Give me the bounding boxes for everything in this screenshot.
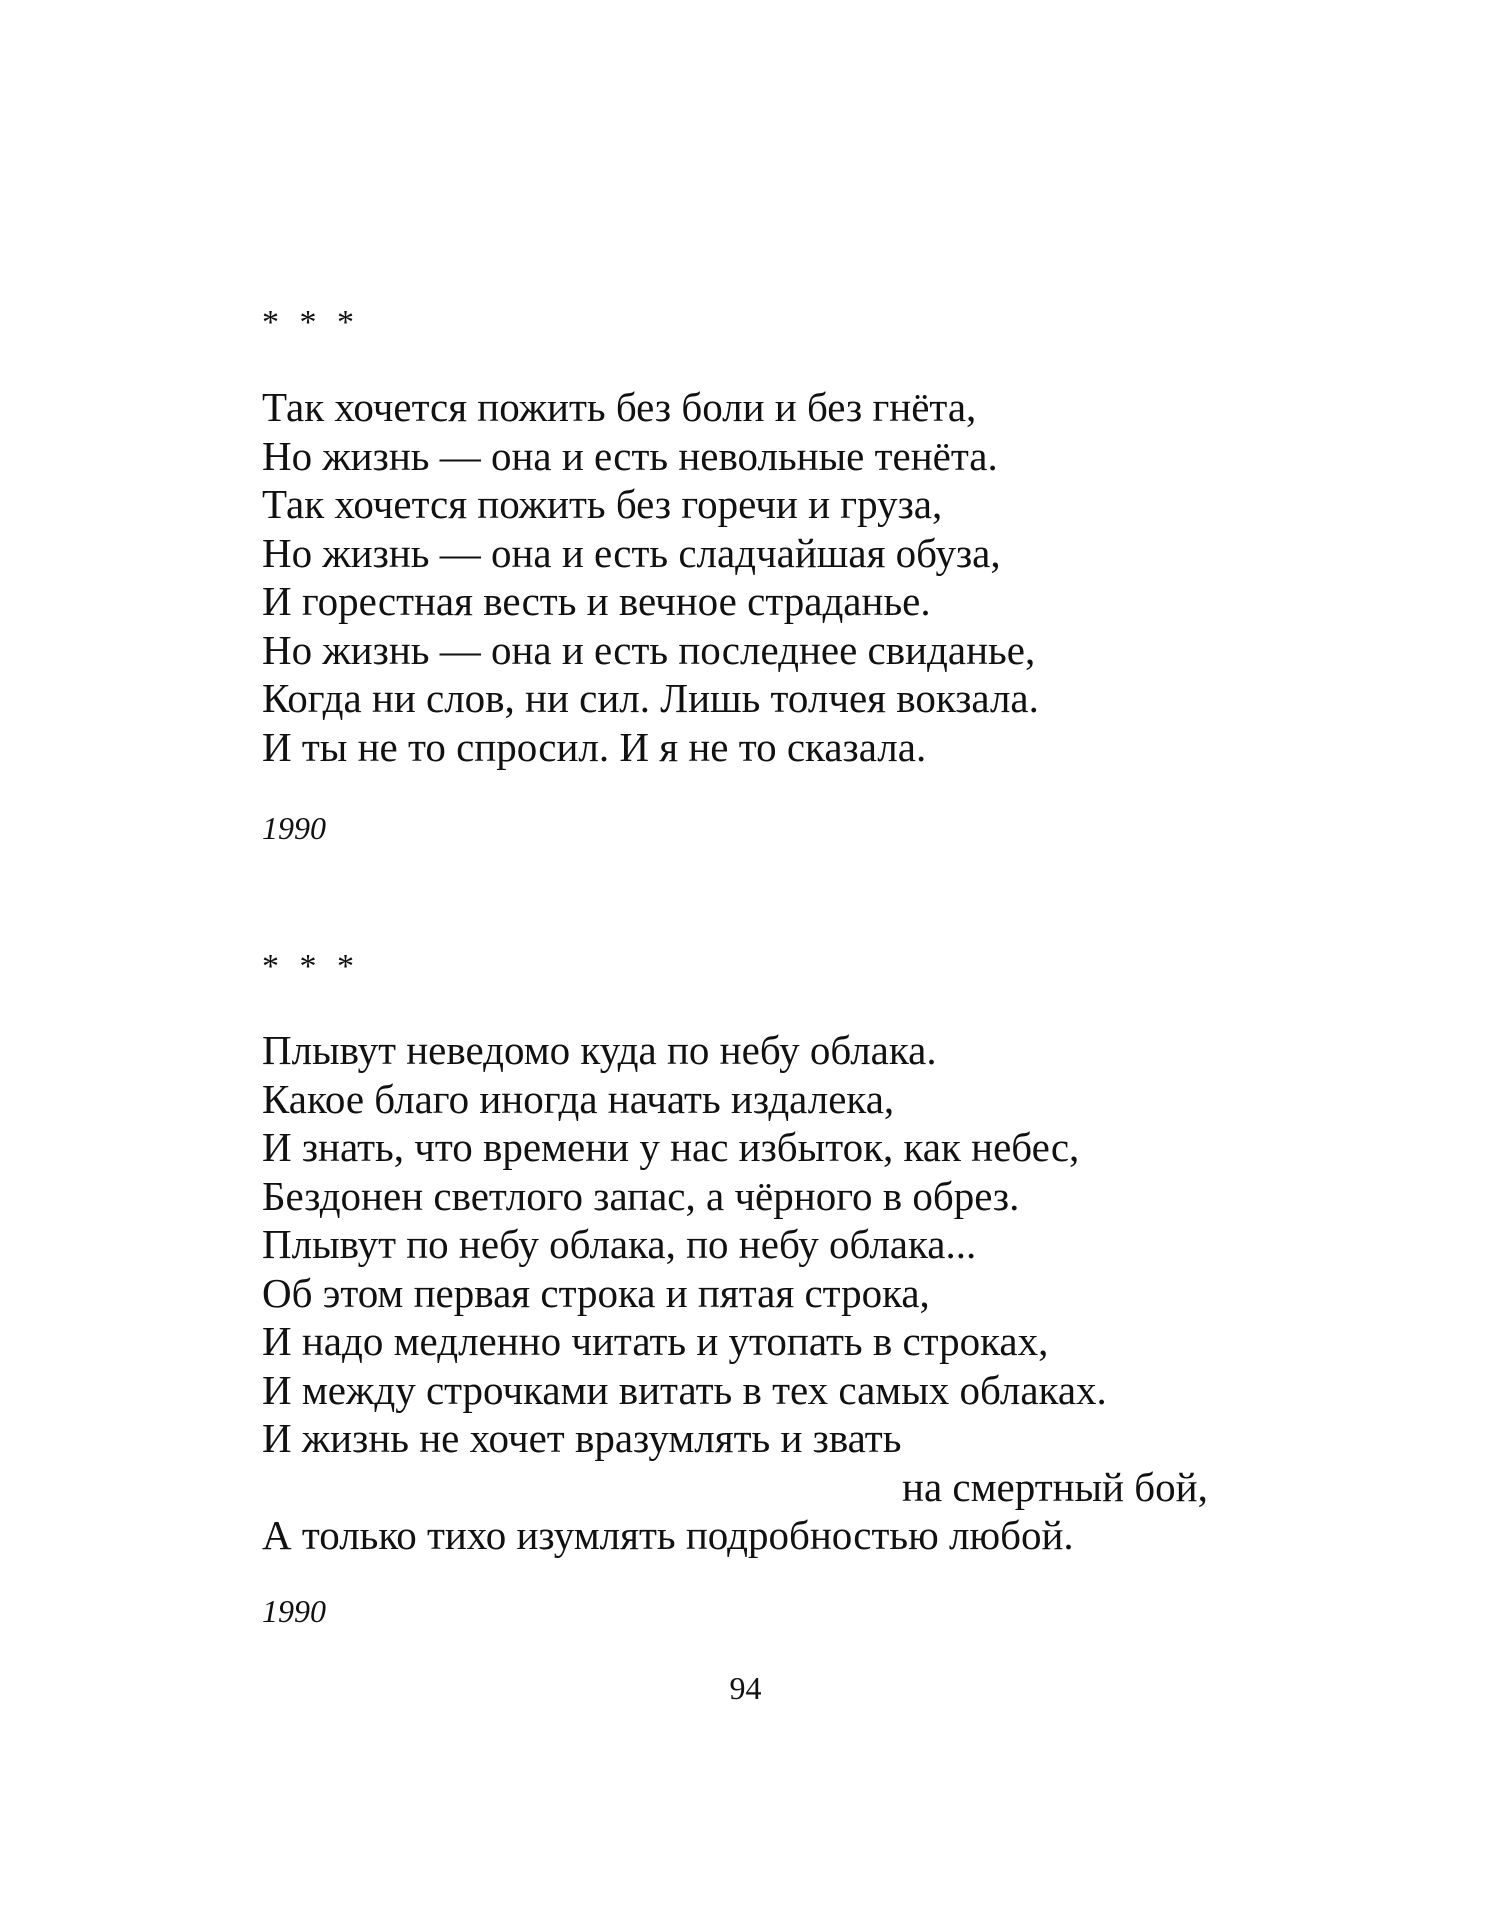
poem-line: Но жизнь — она и есть последнее свиданье,: [262, 626, 1036, 673]
poem-line: И жизнь не хочет вразумлять и звать: [262, 1415, 902, 1461]
poem-2-separator: * * *: [262, 948, 360, 985]
poem-line: Когда ни слов, ни сил. Лишь толчея вокзала.: [262, 675, 1039, 721]
poem-line: Так хочется пожить без горечи и груза,: [262, 481, 943, 527]
poem-line: И горестная весть и вечное страданье.: [262, 578, 931, 624]
poem-2-text: [262, 1026, 1208, 1560]
poem-1-text: [262, 383, 1039, 771]
poem-1-year: 1990: [262, 810, 326, 846]
poem-line: И между строчками витать в тех самых облаках.: [262, 1366, 1107, 1413]
poem-line: Плывут по небу облака, по небу облака...: [262, 1221, 977, 1267]
poem-2-year: 1990: [262, 1593, 326, 1629]
poem-line: А только тихо изумлять подробностью любой.: [262, 1512, 1074, 1558]
poem-line: Какое благо иногда начать издалека,: [262, 1075, 895, 1122]
poem-1-separator: * * *: [262, 304, 360, 341]
poem-line-continuation: на смертный бой,: [902, 1463, 1208, 1510]
page-number: 94: [729, 1670, 762, 1706]
poem-line: И ты не то спросил. И я не то сказала.: [262, 723, 927, 770]
poem-line: И надо медленно читать и утопать в строках,: [262, 1318, 1049, 1364]
poem-line: Но жизнь — она и есть сладчайшая обуза,: [262, 529, 1001, 576]
poem-line: Плывут неведомо куда по небу облака.: [262, 1027, 937, 1073]
poem-line: Об этом первая строка и пятая строка,: [262, 1269, 930, 1316]
poem-line: Бездонен светлого запас, а чёрного в обрез.: [262, 1172, 1020, 1219]
poem-line: Но жизнь — она и есть невольные тенёта.: [262, 432, 998, 479]
poem-line: И знать, что времени у нас избыток, как небес,: [262, 1124, 1080, 1170]
poem-line: Так хочется пожить без боли и без гнёта,: [262, 384, 977, 430]
